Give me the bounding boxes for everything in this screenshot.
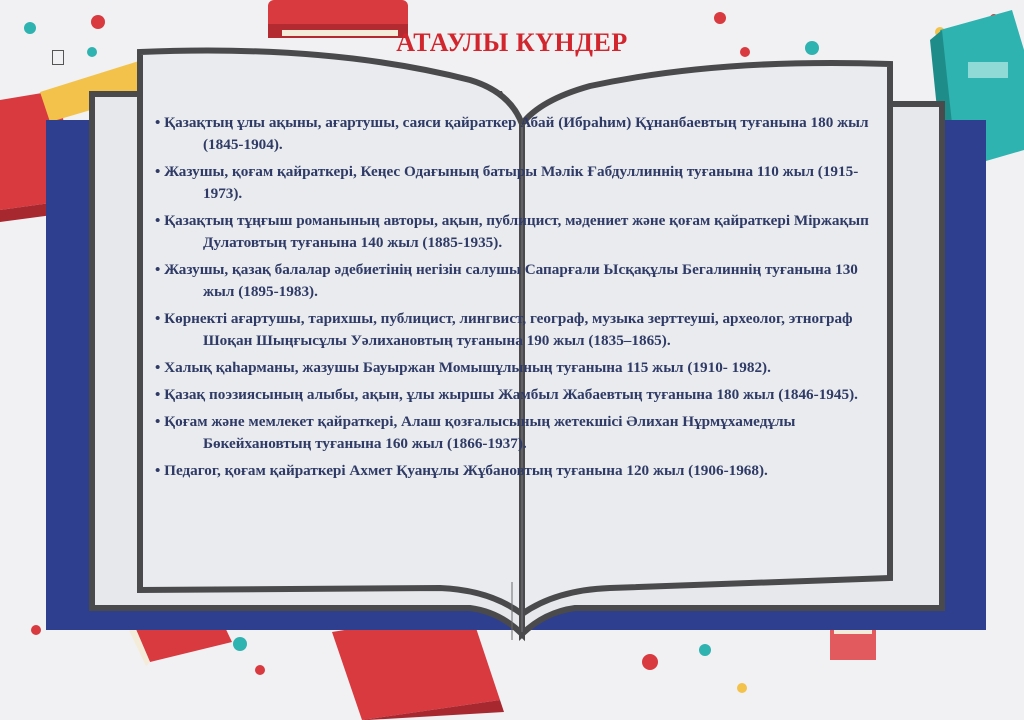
dot-red	[31, 625, 41, 635]
dot-yellow	[737, 683, 747, 693]
list-item	[155, 357, 875, 379]
dot-red	[714, 12, 726, 24]
list-item-text: Жазушы, қазақ балалар әдебиетінің негізін салушы Сапарғали Ысқақұлы Бегалиннің туғанына 130 жыл (1895-1983).	[164, 261, 858, 300]
list-item-text: Қазақтың ұлы ақыны, ағартушы, саяси қайраткер Абай (Ибраһим) Құнанбаевтың туғанына 180 жыл (1845-1904).	[164, 114, 869, 153]
bullet-icon: •	[155, 359, 161, 376]
dot-red	[642, 654, 658, 670]
list-item-text: Жазушы, қоғам қайраткері, Кеңес Одағының батыры Мәлік Ғабдуллиннің туғанына 110 жыл (1915-1973).	[164, 163, 859, 202]
list-item	[155, 259, 875, 303]
list-item	[155, 210, 875, 254]
list-item-text: Көрнекті ағартушы, тарихшы, публицист, лингвист, географ, музыка зерттеуші, археолог, этнограф Шоқан Шыңғысұлы Уәлихановтың туғанына 190 жыл (1835–1865).	[164, 310, 853, 349]
list-item-text: Қоғам және мемлекет қайраткері, Алаш қозғалысының жетекшісі Әлихан Нұрмұхамедұлы Бөкейхановтың туғанына 160 жыл (1866-1937).	[164, 413, 796, 452]
bullet-icon: •	[155, 212, 161, 229]
list-item	[155, 384, 875, 406]
dot-teal	[233, 637, 247, 651]
list-item-text: Қазақтың тұңғыш романының авторы, ақын, публицист, мәдениет және қоғам қайраткері Міржақып Дулатовтың туғанына 140 жыл (1885-1935).	[164, 212, 869, 251]
list-item-text: Халық қаһарманы, жазушы Бауыржан Момышұлының туғанына 115 жыл (1910- 1982).	[164, 359, 771, 376]
bullet-icon: •	[155, 261, 161, 278]
list-item	[155, 411, 875, 455]
list-item	[155, 460, 875, 482]
dot-teal	[699, 644, 711, 656]
dot-red	[91, 15, 105, 29]
bullet-icon: •	[155, 114, 161, 131]
bullet-icon: •	[155, 413, 161, 430]
dot-red	[255, 665, 265, 675]
page-title: АТАУЛЫ КҮНДЕР	[396, 28, 628, 57]
list-item	[155, 112, 875, 156]
anniversary-list	[155, 112, 875, 487]
bullet-icon: •	[155, 386, 161, 403]
bullet-icon: •	[155, 462, 161, 479]
list-item-text: Қазақ поэзиясының алыбы, ақын, ұлы жыршы Жамбыл Жабаевтың туғанына 180 жыл (1846-1945).	[164, 386, 858, 403]
bullet-icon: •	[155, 310, 161, 327]
bullet-icon: •	[155, 163, 161, 180]
list-item	[155, 308, 875, 352]
list-item	[155, 161, 875, 205]
list-item-text: Педагог, қоғам қайраткері Ахмет Қуанұлы Жұбановтың туғанына 120 жыл (1906-1968).	[164, 462, 768, 479]
